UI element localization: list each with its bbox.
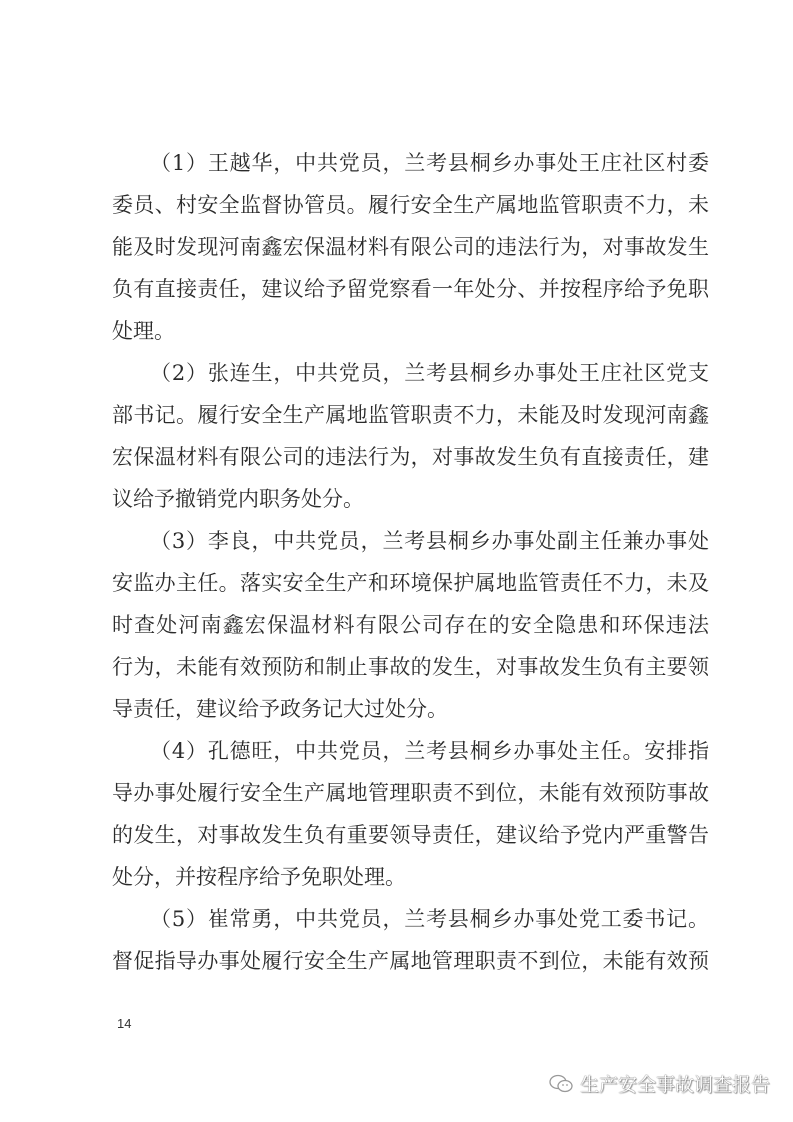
text-line: 督促指导办事处履行安全生产属地管理职责不到位，未能有效预 bbox=[112, 949, 709, 973]
text-line: 安监办主任。落实安全生产和环境保护属地监管责任不力，未及 bbox=[112, 571, 709, 595]
paragraph bbox=[112, 898, 709, 982]
page-number: 14 bbox=[117, 1016, 132, 1031]
paragraph bbox=[112, 352, 709, 520]
document-body bbox=[112, 142, 709, 982]
paragraph bbox=[112, 142, 709, 352]
text-line: 负有直接责任，建议给予留党察看一年处分、并按程序给予免职 bbox=[112, 277, 709, 301]
paragraph bbox=[112, 730, 709, 898]
text-line: 行为，未能有效预防和制止事故的发生，对事故发生负有主要领 bbox=[112, 655, 709, 679]
watermark-text: 生产安全事故调查报告 bbox=[580, 1074, 771, 1096]
text-line: 能及时发现河南鑫宏保温材料有限公司的违法行为，对事故发生 bbox=[112, 235, 709, 259]
text-line: 时查处河南鑫宏保温材料有限公司存在的安全隐患和环保违法 bbox=[112, 613, 709, 637]
paragraph bbox=[112, 520, 709, 730]
text-line: （3）李良，中共党员，兰考县桐乡办事处副主任兼办事处 bbox=[150, 529, 709, 553]
text-line: （2）张连生，中共党员，兰考县桐乡办事处王庄社区党支 bbox=[150, 361, 709, 385]
text-line: 委员、村安全监督协管员。履行安全生产属地监管职责不力，未 bbox=[112, 193, 709, 217]
wechat-icon bbox=[548, 1073, 574, 1095]
text-line: （1）王越华，中共党员，兰考县桐乡办事处王庄社区村委 bbox=[150, 151, 709, 175]
text-line: （4）孔德旺，中共党员，兰考县桐乡办事处主任。安排指 bbox=[150, 739, 709, 763]
text-line: 处分，并按程序给予免职处理。 bbox=[112, 865, 406, 889]
text-line: 部书记。履行安全生产属地监管职责不力，未能及时发现河南鑫 bbox=[112, 403, 709, 427]
text-line: 宏保温材料有限公司的违法行为，对事故发生负有直接责任，建 bbox=[112, 445, 709, 469]
text-line: （5）崔常勇，中共党员，兰考县桐乡办事处党工委书记。 bbox=[150, 907, 709, 931]
watermark bbox=[548, 1070, 770, 1097]
text-line: 的发生，对事故发生负有重要领导责任，建议给予党内严重警告 bbox=[112, 823, 709, 847]
text-line: 导办事处履行安全生产属地管理职责不到位，未能有效预防事故 bbox=[112, 781, 709, 805]
text-line: 议给予撤销党内职务处分。 bbox=[112, 487, 364, 511]
text-line: 处理。 bbox=[112, 319, 175, 343]
text-line: 导责任，建议给予政务记大过处分。 bbox=[112, 697, 448, 721]
